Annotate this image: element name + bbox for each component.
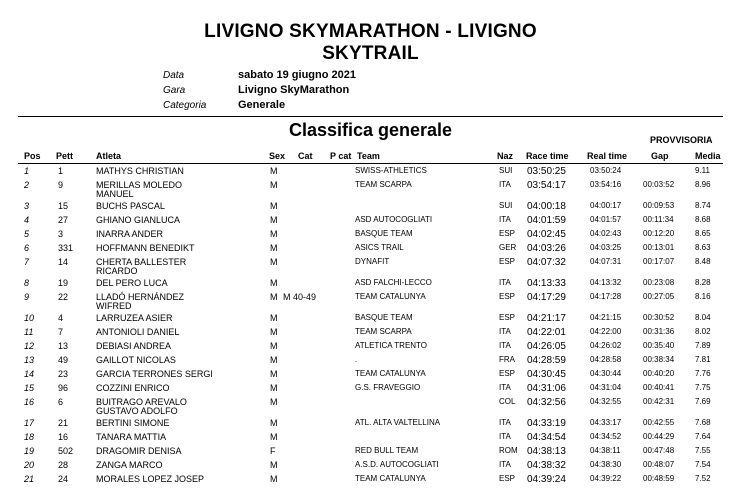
cell-media: 8.16 (695, 292, 711, 301)
cell-naz: ESP (499, 257, 516, 266)
cell-pett: 15 (58, 201, 69, 211)
cell-real-time: 04:33:17 (590, 418, 622, 427)
cell-sex: M (270, 341, 278, 351)
cell-atleta: HOFFMANN BENEDIKT (96, 243, 195, 253)
cell-team: TEAM CATALUNYA (355, 369, 426, 378)
header-media: Media (695, 151, 721, 161)
top-divider (18, 116, 723, 117)
cell-sex: M (270, 460, 278, 470)
cell-naz: ITA (499, 383, 511, 392)
cell-gap: 00:03:52 (643, 180, 675, 189)
cell-sex: F (270, 446, 276, 456)
cell-race-time: 04:33:19 (527, 418, 566, 429)
header-race-time: Race time (526, 151, 569, 161)
cell-gap: 00:31:36 (643, 327, 675, 336)
table-row (0, 432, 741, 446)
table-row (0, 327, 741, 341)
cell-real-time: 04:02:43 (590, 229, 622, 238)
cell-pos: 17 (24, 418, 35, 428)
cell-pett: 19 (58, 278, 69, 288)
cell-gap: 00:11:34 (643, 215, 674, 224)
cell-team: ASD AUTOCOGLIATI (355, 215, 433, 224)
cell-real-time: 04:30:44 (590, 369, 622, 378)
table-row (0, 460, 741, 474)
cell-race-time: 04:38:32 (527, 460, 566, 471)
data-value: sabato 19 giugno 2021 (238, 69, 356, 81)
cell-pett: 502 (58, 446, 74, 456)
cell-sex: M (270, 369, 278, 379)
page-title-line1: LIVIGNO SKYMARATHON - LIVIGNO (204, 21, 537, 42)
cell-race-time: 04:01:59 (527, 215, 566, 226)
cell-sex: M (270, 278, 278, 288)
cell-team: DYNAFIT (355, 257, 390, 266)
cell-media: 7.55 (695, 446, 711, 455)
cell-naz: FRA (499, 355, 515, 364)
cell-atleta: DEL PERO LUCA (96, 278, 168, 288)
cell-pett: 14 (58, 257, 69, 267)
header-pos: Pos (24, 151, 41, 161)
cell-atleta-line2: MANUEL (96, 189, 134, 199)
cell-real-time: 04:00:17 (590, 201, 622, 210)
cell-pos: 21 (24, 474, 35, 484)
cell-race-time: 04:30:45 (527, 369, 566, 380)
cell-sex: M (270, 397, 278, 407)
cell-real-time: 04:26:02 (590, 341, 622, 350)
cell-naz: SUI (499, 201, 513, 210)
cell-pett: 4 (58, 313, 64, 323)
cell-atleta: CHERTA BALLESTER (96, 257, 187, 267)
cell-gap: 00:30:52 (643, 313, 675, 322)
cell-pett: 22 (58, 292, 69, 302)
section-title: Classifica generale (288, 120, 453, 140)
cell-naz: ROM (499, 446, 518, 455)
cell-sex: M (270, 432, 278, 442)
cell-pett: 6 (58, 397, 64, 407)
cell-race-time: 04:26:05 (527, 341, 566, 352)
cell-atleta: ZANGA MARCO (96, 460, 163, 470)
cell-gap: 00:48:07 (643, 460, 675, 469)
cell-atleta: ANTONIOLI DANIEL (96, 327, 180, 337)
cell-naz: ESP (499, 229, 516, 238)
cell-media: 8.96 (695, 180, 711, 189)
cell-pos: 13 (24, 355, 35, 365)
table-row (0, 313, 741, 327)
cell-gap: 00:47:48 (643, 446, 675, 455)
cell-real-time: 04:13:32 (590, 278, 622, 287)
cell-team: A.S.D. AUTOCOGLIATI (355, 460, 439, 469)
cell-real-time: 04:03:25 (590, 243, 622, 252)
cell-media: 7.81 (695, 355, 711, 364)
cell-gap: 00:48:59 (643, 474, 675, 483)
cell-naz: ITA (499, 460, 511, 469)
cell-team: ATL. ALTA VALTELLINA (355, 418, 441, 427)
table-row (0, 383, 741, 397)
cell-atleta: LLADÓ HERNÁNDEZ (96, 292, 185, 302)
cell-race-time: 03:54:17 (527, 180, 566, 191)
header-cat: Cat (298, 151, 313, 161)
cell-atleta: MERILLAS MOLEDO (96, 180, 183, 190)
cell-atleta: LARRUZEA ASIER (96, 313, 173, 323)
cell-pos: 12 (24, 341, 35, 351)
cell-media: 8.02 (695, 327, 711, 336)
cell-pos: 14 (24, 369, 35, 379)
cell-atleta: DEBIASI ANDREA (96, 341, 172, 351)
cell-atleta-line2: RICARDO (96, 266, 138, 276)
cell-pos: 9 (24, 292, 30, 302)
data-label: Data (163, 70, 185, 81)
cell-naz: ITA (499, 341, 511, 350)
table-row (0, 418, 741, 432)
header-real-time: Real time (587, 151, 628, 161)
cell-atleta: GARCIA TERRONES SERGI (96, 369, 213, 379)
cell-team: TEAM CATALUNYA (355, 474, 426, 483)
cell-media: 8.65 (695, 229, 711, 238)
table-row (0, 201, 741, 215)
cell-media: 7.75 (695, 383, 711, 392)
cell-sex: M (270, 229, 278, 239)
cell-naz: ITA (499, 418, 511, 427)
cell-cat: M 40-49 (283, 292, 317, 302)
page-title-line2: SKYTRAIL (322, 43, 419, 64)
cell-media: 7.54 (695, 460, 711, 469)
cell-naz: ESP (499, 313, 516, 322)
gara-label: Gara (163, 85, 186, 96)
categoria-value: Generale (238, 99, 286, 111)
cell-media: 7.52 (695, 474, 711, 483)
cell-race-time: 04:32:56 (527, 397, 566, 408)
cell-sex: M (270, 383, 278, 393)
cell-race-time: 04:21:17 (527, 313, 566, 324)
cell-real-time: 04:01:57 (590, 215, 622, 224)
cell-media: 8.28 (695, 278, 711, 287)
cell-sex: M (270, 243, 278, 253)
cell-real-time: 04:38:30 (590, 460, 622, 469)
cell-media: 9.11 (695, 166, 710, 175)
cell-media: 8.68 (695, 215, 711, 224)
cell-race-time: 03:50:25 (527, 166, 566, 177)
cell-atleta: GHIANO GIANLUCA (96, 215, 181, 225)
cell-pett: 7 (58, 327, 64, 337)
cell-gap: 00:38:34 (643, 355, 675, 364)
cell-pos: 5 (24, 229, 30, 239)
cell-team: BASQUE TEAM (355, 313, 413, 322)
table-row (0, 341, 741, 355)
cell-naz: ITA (499, 278, 511, 287)
cell-atleta: GAILLOT NICOLAS (96, 355, 176, 365)
table-row (0, 397, 741, 416)
cell-atleta: DRAGOMIR DENISA (96, 446, 182, 456)
cell-pett: 28 (58, 460, 69, 470)
cell-media: 7.64 (695, 432, 711, 441)
cell-gap: 00:23:08 (643, 278, 675, 287)
cell-team: ASICS TRAIL (355, 243, 404, 252)
table-row (0, 243, 741, 257)
cell-atleta-line2: GUSTAVO ADOLFO (96, 406, 178, 416)
cell-sex: M (270, 201, 278, 211)
gara-value: Livigno SkyMarathon (238, 84, 350, 96)
cell-real-time: 04:31:04 (590, 383, 622, 392)
cell-pett: 9 (58, 180, 64, 190)
cell-team: . (355, 355, 358, 364)
cell-real-time: 04:22:00 (590, 327, 622, 336)
cell-sex: M (270, 257, 278, 267)
cell-pett: 21 (58, 418, 69, 428)
cell-real-time: 04:21:15 (590, 313, 622, 322)
cell-real-time: 04:17:28 (590, 292, 622, 301)
cell-gap: 00:42:55 (643, 418, 675, 427)
cell-team: SWISS-ATHLETICS (355, 166, 427, 175)
cell-sex: M (270, 313, 278, 323)
cell-pos: 16 (24, 397, 35, 407)
cell-real-time: 04:32:55 (590, 397, 622, 406)
cell-naz: ITA (499, 180, 511, 189)
table-row (0, 292, 741, 311)
cell-team: TEAM SCARPA (355, 180, 412, 189)
cell-race-time: 04:03:26 (527, 243, 566, 254)
table-row (0, 257, 741, 276)
cell-real-time: 04:34:52 (590, 432, 622, 441)
cell-gap: 00:44:29 (643, 432, 675, 441)
cell-media: 7.69 (695, 397, 711, 406)
cell-sex: M (270, 418, 278, 428)
table-row (0, 446, 741, 460)
cell-real-time: 04:38:11 (590, 446, 621, 455)
cell-media: 8.74 (695, 201, 711, 210)
cell-gap: 00:42:31 (643, 397, 675, 406)
cell-real-time: 03:50:24 (590, 166, 622, 175)
cell-pett: 27 (58, 215, 69, 225)
table-row (0, 215, 741, 229)
cell-atleta: MORALES LOPEZ JOSEP (96, 474, 205, 484)
cell-pos: 6 (24, 243, 30, 253)
cell-race-time: 04:39:24 (527, 474, 566, 485)
header-gap: Gap (651, 151, 669, 161)
cell-sex: M (270, 327, 278, 337)
cell-team: ATLETICA TRENTO (355, 341, 428, 350)
cell-naz: ESP (499, 292, 516, 301)
cell-pos: 3 (24, 201, 30, 211)
cell-atleta: BUITRAGO AREVALO (96, 397, 187, 407)
header-sex: Sex (269, 151, 286, 161)
cell-naz: ITA (499, 432, 511, 441)
cell-atleta: COZZINI ENRICO (96, 383, 170, 393)
header-pcat: P cat (330, 151, 352, 161)
cell-media: 8.48 (695, 257, 711, 266)
cell-naz: ESP (499, 369, 516, 378)
cell-media: 7.89 (695, 341, 711, 350)
cell-team: TEAM SCARPA (355, 327, 412, 336)
header-pett: Pett (56, 151, 74, 161)
categoria-label: Categoria (163, 100, 207, 111)
header-team: Team (357, 151, 380, 161)
cell-gap: 00:35:40 (643, 341, 675, 350)
cell-pett: 49 (58, 355, 69, 365)
cell-pos: 4 (24, 215, 30, 225)
header-divider (18, 163, 723, 164)
cell-naz: GER (499, 243, 517, 252)
cell-atleta: TANARA MATTIA (96, 432, 167, 442)
cell-pett: 1 (58, 166, 64, 176)
cell-gap: 00:27:05 (643, 292, 675, 301)
cell-pos: 8 (24, 278, 30, 288)
cell-race-time: 04:00:18 (527, 201, 566, 212)
cell-race-time: 04:02:45 (527, 229, 566, 240)
cell-pos: 20 (24, 460, 35, 470)
cell-team: ASD FALCHI-LECCO (355, 278, 432, 287)
cell-media: 8.04 (695, 313, 711, 322)
cell-pos: 7 (24, 257, 30, 267)
cell-gap: 00:13:01 (643, 243, 675, 252)
cell-pos: 1 (24, 166, 30, 176)
cell-real-time: 04:28:58 (590, 355, 622, 364)
cell-naz: ITA (499, 215, 511, 224)
table-row (0, 278, 741, 292)
cell-pos: 15 (24, 383, 35, 393)
cell-pett: 331 (58, 243, 74, 253)
cell-atleta: BERTINI SIMONE (96, 418, 170, 428)
cell-race-time: 04:31:06 (527, 383, 566, 394)
cell-race-time: 04:34:54 (527, 432, 566, 443)
cell-gap: 00:40:20 (643, 369, 675, 378)
header-naz: Naz (497, 151, 514, 161)
cell-pett: 16 (58, 432, 69, 442)
cell-real-time: 04:07:31 (590, 257, 622, 266)
cell-pos: 18 (24, 432, 35, 442)
cell-media: 7.68 (695, 418, 711, 427)
cell-naz: SUI (499, 166, 513, 175)
cell-naz: COL (499, 397, 516, 406)
cell-pos: 19 (24, 446, 35, 456)
cell-pett: 3 (58, 229, 64, 239)
cell-pos: 10 (24, 313, 35, 323)
cell-team: TEAM CATALUNYA (355, 292, 426, 301)
cell-sex: M (270, 166, 278, 176)
cell-team: BASQUE TEAM (355, 229, 413, 238)
cell-gap: 00:12:20 (643, 229, 675, 238)
table-row (0, 166, 741, 180)
cell-sex: M (270, 215, 278, 225)
cell-pett: 23 (58, 369, 69, 379)
status-label: PROVVISORIA (650, 135, 713, 145)
cell-real-time: 04:39:22 (590, 474, 622, 483)
cell-naz: ESP (499, 474, 516, 483)
cell-sex: M (270, 474, 278, 484)
cell-atleta: MATHYS CHRISTIAN (96, 166, 184, 176)
cell-pett: 96 (58, 383, 69, 393)
table-row (0, 369, 741, 383)
cell-sex: M (270, 180, 278, 190)
cell-real-time: 03:54:16 (590, 180, 622, 189)
cell-race-time: 04:17:29 (527, 292, 566, 303)
cell-pos: 2 (24, 180, 30, 190)
cell-team: G.S. FRAVEGGIO (355, 383, 421, 392)
cell-gap: 00:09:53 (643, 201, 675, 210)
cell-gap: 00:40:41 (643, 383, 675, 392)
cell-atleta-line2: WIFRED (96, 301, 132, 311)
cell-race-time: 04:13:33 (527, 278, 566, 289)
cell-race-time: 04:28:59 (527, 355, 566, 366)
table-row (0, 229, 741, 243)
cell-pett: 13 (58, 341, 69, 351)
cell-race-time: 04:38:13 (527, 446, 566, 457)
cell-team: RED BULL TEAM (355, 446, 419, 455)
cell-media: 7.76 (695, 369, 711, 378)
table-row (0, 355, 741, 369)
cell-media: 8.63 (695, 243, 711, 252)
cell-atleta: INARRA ANDER (96, 229, 164, 239)
cell-pos: 11 (24, 327, 34, 337)
table-row (0, 180, 741, 199)
cell-atleta: BUCHS PASCAL (96, 201, 165, 211)
cell-pett: 24 (58, 474, 69, 484)
cell-race-time: 04:22:01 (527, 327, 566, 338)
cell-gap: 00:17:07 (643, 257, 675, 266)
cell-naz: ITA (499, 327, 511, 336)
cell-race-time: 04:07:32 (527, 257, 566, 268)
header-atleta: Atleta (96, 151, 122, 161)
cell-sex: M (270, 355, 278, 365)
cell-sex: M (270, 292, 278, 302)
